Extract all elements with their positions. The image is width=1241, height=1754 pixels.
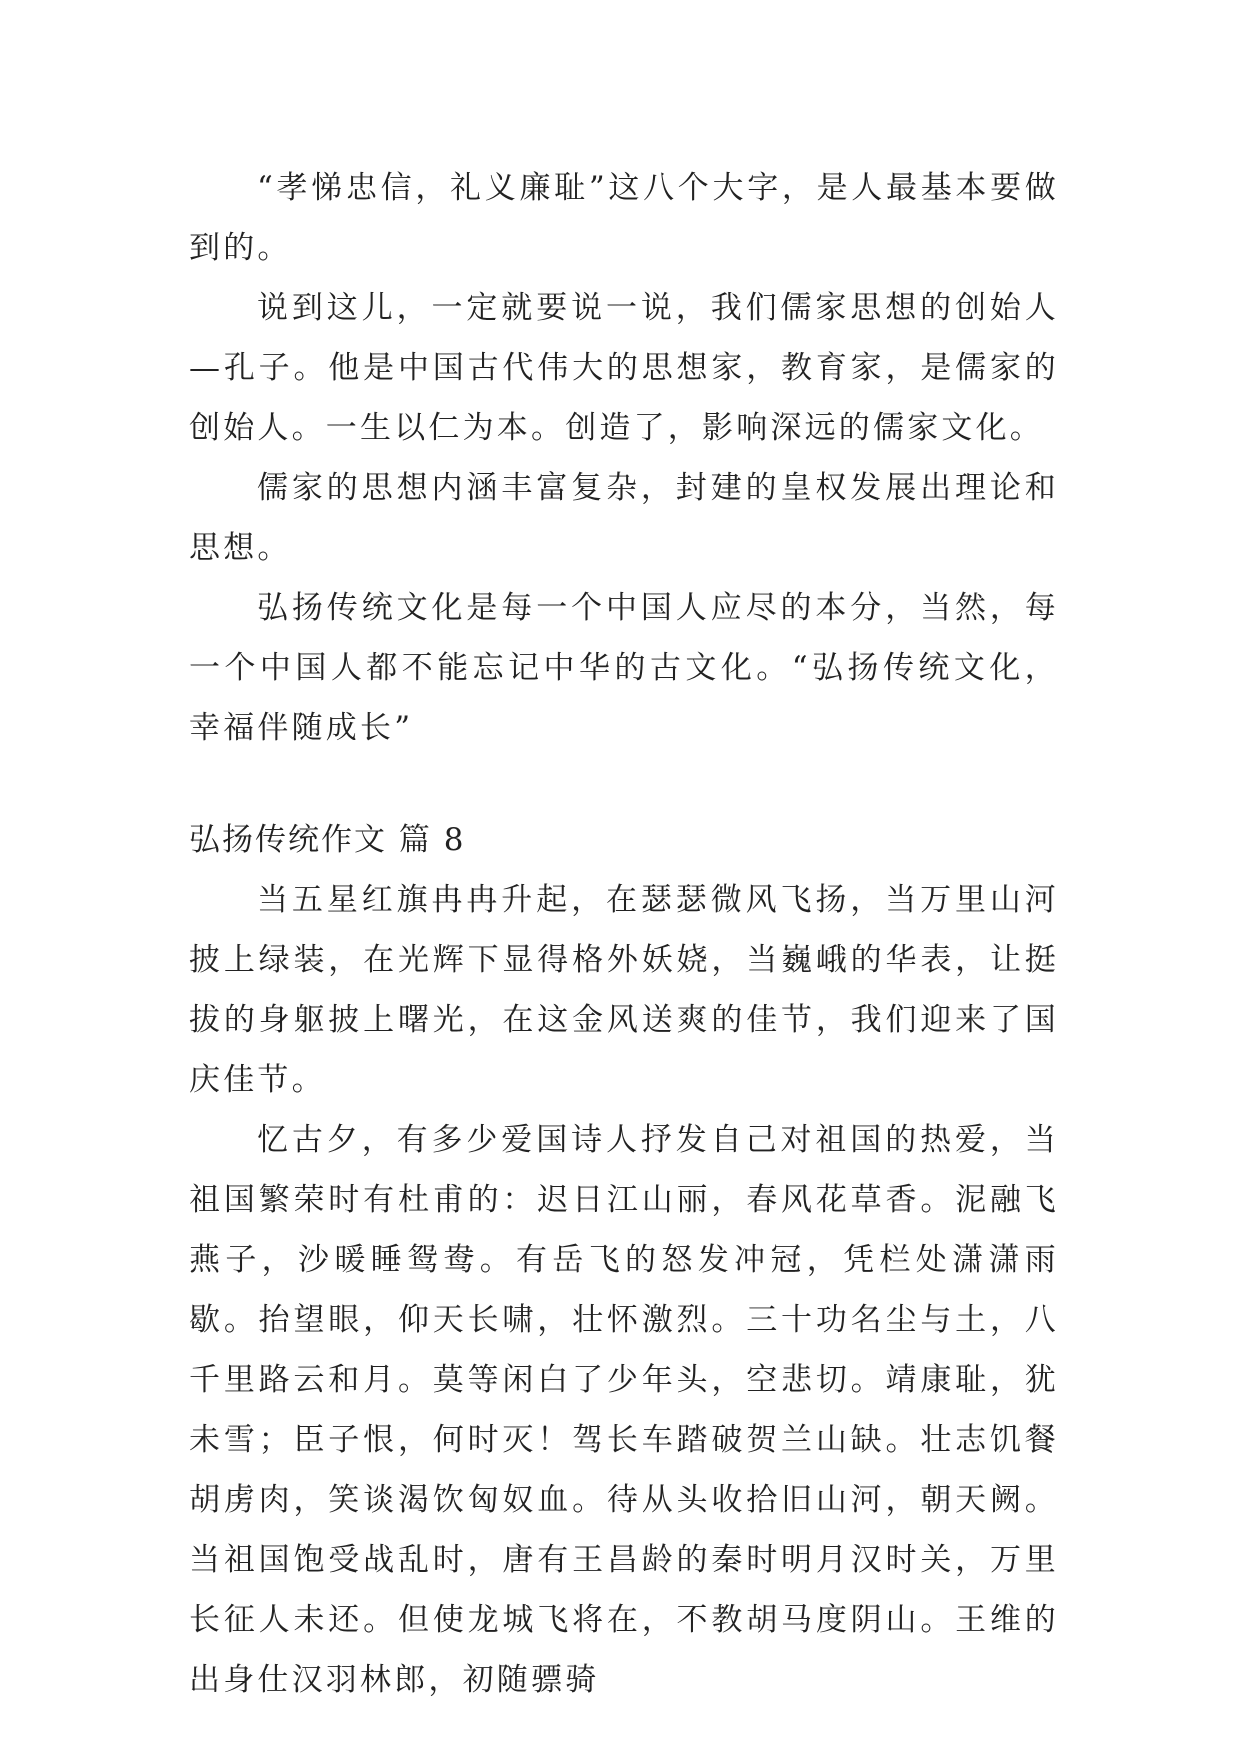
paragraph-promote-culture: 弘扬传统文化是每一个中国人应尽的本分，当然，每一个中国人都不能忘记中华的古文化。“弘扬传统文化，幸福伴随成长” [189, 590, 1059, 746]
document-body [189, 158, 1059, 1710]
paragraph-confucius: 说到这儿，一定就要说一说，我们儒家思想的创始人—孔子。他是中国古代伟大的思想家，教育家，是儒家的创始人。一生以仁为本。创造了，影响深远的儒家文化。 [189, 290, 1059, 446]
paragraph-confucian-thought: 儒家的思想内涵丰富复杂，封建的皇权发展出理论和思想。 [189, 470, 1059, 566]
paragraph-patriotic-poets: 忆古夕，有多少爱国诗人抒发自己对祖国的热爱，当祖国繁荣时有杜甫的：迟日江山丽，春风花草香。泥融飞燕子，沙暖睡鸳鸯。有岳飞的怒发冲冠，凭栏处潇潇雨歇。抬望眼，仰天长啸，壮怀激烈。三十功名尘与土，八千里路云和月。莫等闲白了少年头，空悲切。靖康耻，犹未雪；臣子恨，何时灭！驾长车踏破贺兰山缺。壮志饥餐胡虏肉，笑谈渴饮匈奴血。待从头收拾旧山河，朝天阙。当祖国饱受战乱时，唐有王昌龄的秦时明月汉时关，万里长征人未还。但使龙城飞将在，不教胡马度阴山。王维的出身仕汉羽林郎，初随骠骑 [189, 1122, 1059, 1698]
paragraph-national-day: 当五星红旗冉冉升起，在瑟瑟微风飞扬，当万里山河披上绿装，在光辉下显得格外妖娆，当巍峨的华表，让挺拔的身躯披上曙光，在这金风送爽的佳节，我们迎来了国庆佳节。 [189, 882, 1059, 1098]
paragraph-xiaoti: “孝悌忠信，礼义廉耻”这八个大字，是人最基本要做到的。 [189, 170, 1059, 266]
section-heading: 弘扬传统作文 篇 8 [189, 822, 466, 858]
